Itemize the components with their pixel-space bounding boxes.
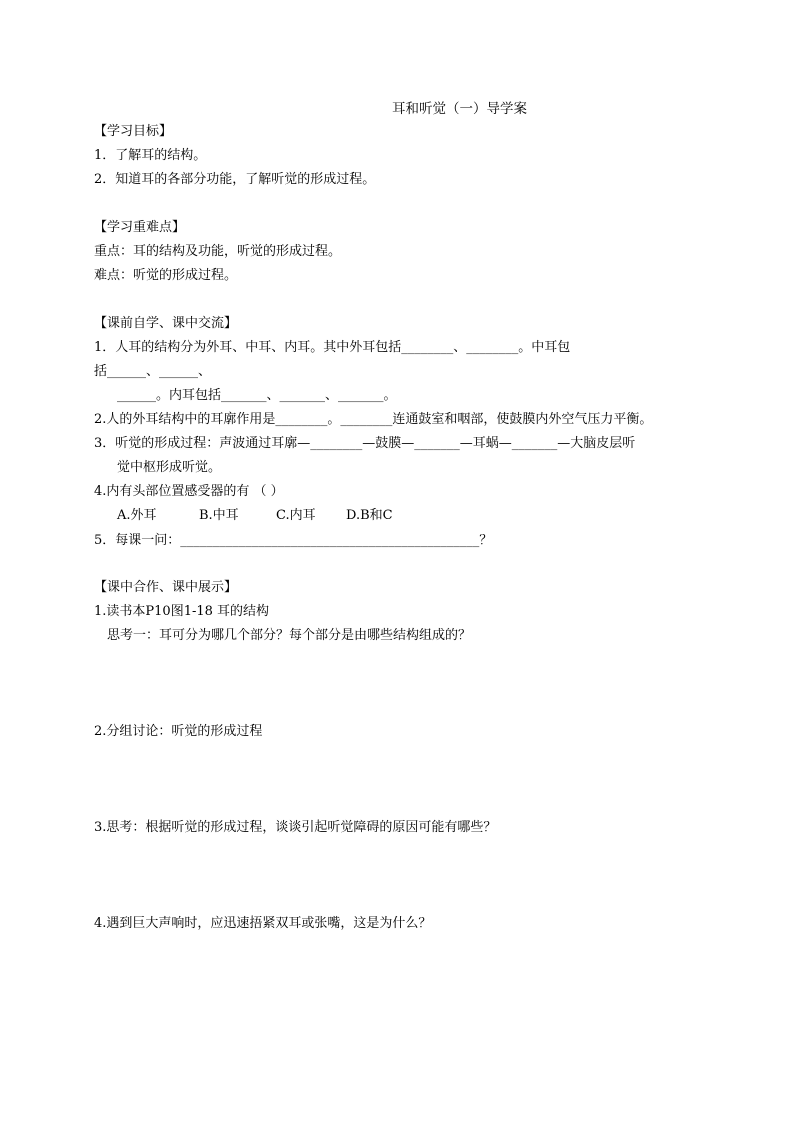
objective-item-2: 2．知道耳的各部分功能，了解听觉的形成过程。 (94, 172, 376, 187)
q4-option-d: D.B和C (346, 508, 393, 523)
preclass-q5: 5．每课一问：______________________________________________？ (94, 533, 493, 548)
inclass-q2: 2.分组讨论：听觉的形成过程 (94, 724, 263, 739)
q4-option-b: B.中耳 (199, 508, 239, 523)
preclass-q2: 2.人的外耳结构中的耳廓作用是________。________连通鼓室和咽部，使鼓膜内外空气压力平衡。 (94, 412, 653, 427)
inclass-q3: 3.思考：根据听觉的形成过程，谈谈引起听觉障碍的原因可能有哪些？ (94, 820, 497, 835)
preclass-q1-line3: ______。内耳包括_______、_______、_______。 (117, 388, 397, 403)
preclass-q4: 4.内有头部位置感受器的有 （ ） (94, 484, 284, 499)
inclass-heading: 【课中合作、课中展示】 (94, 580, 238, 595)
inclass-q1-think: 思考一：耳可分为哪几个部分？每个部分是由哪些结构组成的？ (107, 628, 472, 643)
preclass-heading: 【课前自学、课中交流】 (94, 316, 238, 331)
preclass-q1-line2: 括______、______、 (94, 364, 212, 379)
q4-option-a: A.外耳 (117, 508, 157, 523)
keypoint-key: 重点：耳的结构及功能，听觉的形成过程。 (94, 244, 342, 259)
page-title: 耳和听觉（一）导学案 (392, 101, 527, 117)
inclass-q1: 1.读书本P10图1-18 耳的结构 (94, 604, 270, 619)
keypoint-difficult: 难点：听觉的形成过程。 (94, 268, 238, 283)
objective-item-1: 1．了解耳的结构。 (94, 148, 207, 163)
preclass-q3-line1: 3．听觉的形成过程：声波通过耳廓—________—鼓膜—_______—耳蜗—_______—大脑皮层听 (94, 436, 636, 451)
preclass-q3-line2: 觉中枢形成听觉。 (117, 460, 222, 475)
q4-option-c: C.内耳 (276, 508, 316, 523)
keypoints-heading: 【学习重难点】 (94, 220, 186, 235)
inclass-q4: 4.遇到巨大声响时，应迅速捂紧双耳或张嘴，这是为什么？ (94, 916, 432, 931)
objectives-heading: 【学习目标】 (94, 124, 173, 139)
preclass-q1-line1: 1．人耳的结构分为外耳、中耳、内耳。其中外耳包括________、________。中耳包 (94, 340, 571, 355)
